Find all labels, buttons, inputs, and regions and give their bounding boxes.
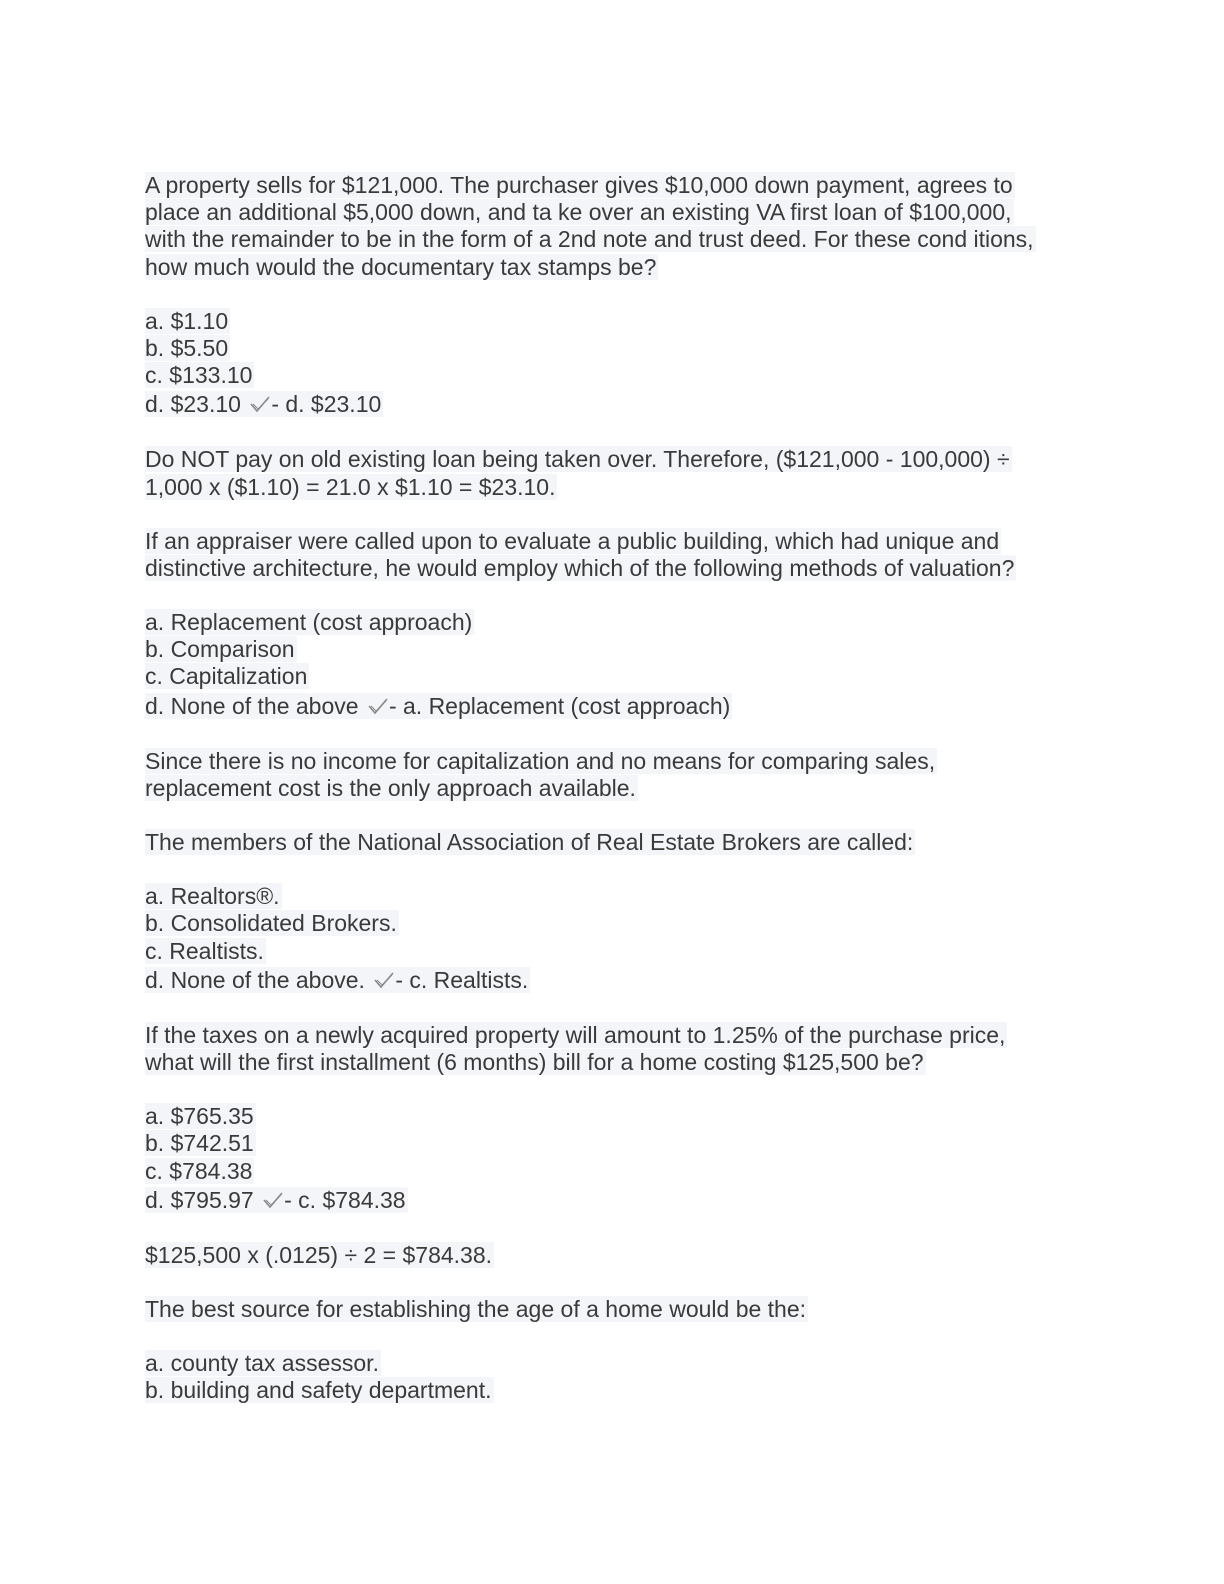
answer-option: c. $133.10 xyxy=(145,362,253,389)
answer-option: a. $1.10 xyxy=(145,307,229,334)
answer-option: c. Capitalization xyxy=(145,663,308,690)
answer-option-with-key xyxy=(145,691,1105,721)
explanation-line: $125,500 x (.0125) ÷ 2 = $784.38. xyxy=(145,1241,493,1268)
answer-option-with-key xyxy=(145,965,1105,995)
question-line: place an additional $5,000 down, and ta ke over an existing VA first loan of $100,000, xyxy=(145,199,1012,226)
question-line: The members of the National Association of Real Estate Brokers are called: xyxy=(145,829,914,855)
question-block xyxy=(145,829,1105,1022)
answer-option-text: d. None of the above. xyxy=(145,966,365,993)
question-block xyxy=(145,172,1105,528)
question-block xyxy=(145,1296,1105,1405)
explanation-line: Do NOT pay on old existing loan being taken over. Therefore, ($121,000 - 100,000) ÷ xyxy=(145,446,1010,473)
answer-option-with-key xyxy=(145,1185,1105,1215)
question-line: A property sells for $121,000. The purchaser gives $10,000 down payment, agrees to xyxy=(145,172,1013,198)
question-line: distinctive architecture, he would employ which of the following methods of valuation? xyxy=(145,554,1015,581)
answer-option-with-key xyxy=(145,389,1105,419)
answer-option: b. building and safety department. xyxy=(145,1377,492,1404)
correct-answer: - c. $784.38 xyxy=(284,1186,406,1213)
question-line: how much would the documentary tax stamps be? xyxy=(145,253,657,280)
answer-option: b. Consolidated Brokers. xyxy=(145,910,397,937)
question-line: with the remainder to be in the form of a 2nd note and trust deed. For these cond itions, xyxy=(145,226,1034,253)
answer-option-text: d. $23.10 xyxy=(145,391,241,418)
checkmark-icon xyxy=(373,970,395,990)
question-line: If an appraiser were called upon to evaluate a public building, which had unique and xyxy=(145,527,1000,554)
checkmark-icon xyxy=(367,696,389,716)
answer-option: c. Realtists. xyxy=(145,937,264,964)
answer-option: c. $784.38 xyxy=(145,1157,253,1184)
answer-option: a. county tax assessor. xyxy=(145,1350,379,1377)
correct-answer: - d. $23.10 xyxy=(271,391,382,418)
answer-option: a. Replacement (cost approach) xyxy=(145,609,473,636)
answer-option: b. Comparison xyxy=(145,636,295,663)
explanation-line: replacement cost is the only approach available. xyxy=(145,774,636,801)
question-block xyxy=(145,1022,1105,1296)
answer-option-text: d. None of the above xyxy=(145,692,359,719)
checkmark-icon xyxy=(262,1190,284,1210)
correct-answer: - c. Realtists. xyxy=(395,966,529,993)
answer-option: a. $765.35 xyxy=(145,1103,254,1130)
question-line: what will the first installment (6 months) bill for a home costing $125,500 be? xyxy=(145,1048,924,1075)
answer-option: b. $5.50 xyxy=(145,334,229,361)
correct-answer: - a. Replacement (cost approach) xyxy=(388,692,731,719)
explanation-line: Since there is no income for capitalization and no means for comparing sales, xyxy=(145,747,936,774)
answer-option: a. Realtors®. xyxy=(145,883,280,910)
explanation-line: 1,000 x ($1.10) = 21.0 x $1.10 = $23.10. xyxy=(145,473,556,500)
answer-option-text: d. $795.97 xyxy=(145,1186,254,1213)
question-block xyxy=(145,528,1105,829)
document-page xyxy=(145,172,1105,1404)
checkmark-icon xyxy=(249,394,271,414)
question-line: If the taxes on a newly acquired property will amount to 1.25% of the purchase price, xyxy=(145,1021,1006,1048)
answer-option: b. $742.51 xyxy=(145,1130,254,1157)
question-line: The best source for establishing the age of a home would be the: xyxy=(145,1295,807,1322)
